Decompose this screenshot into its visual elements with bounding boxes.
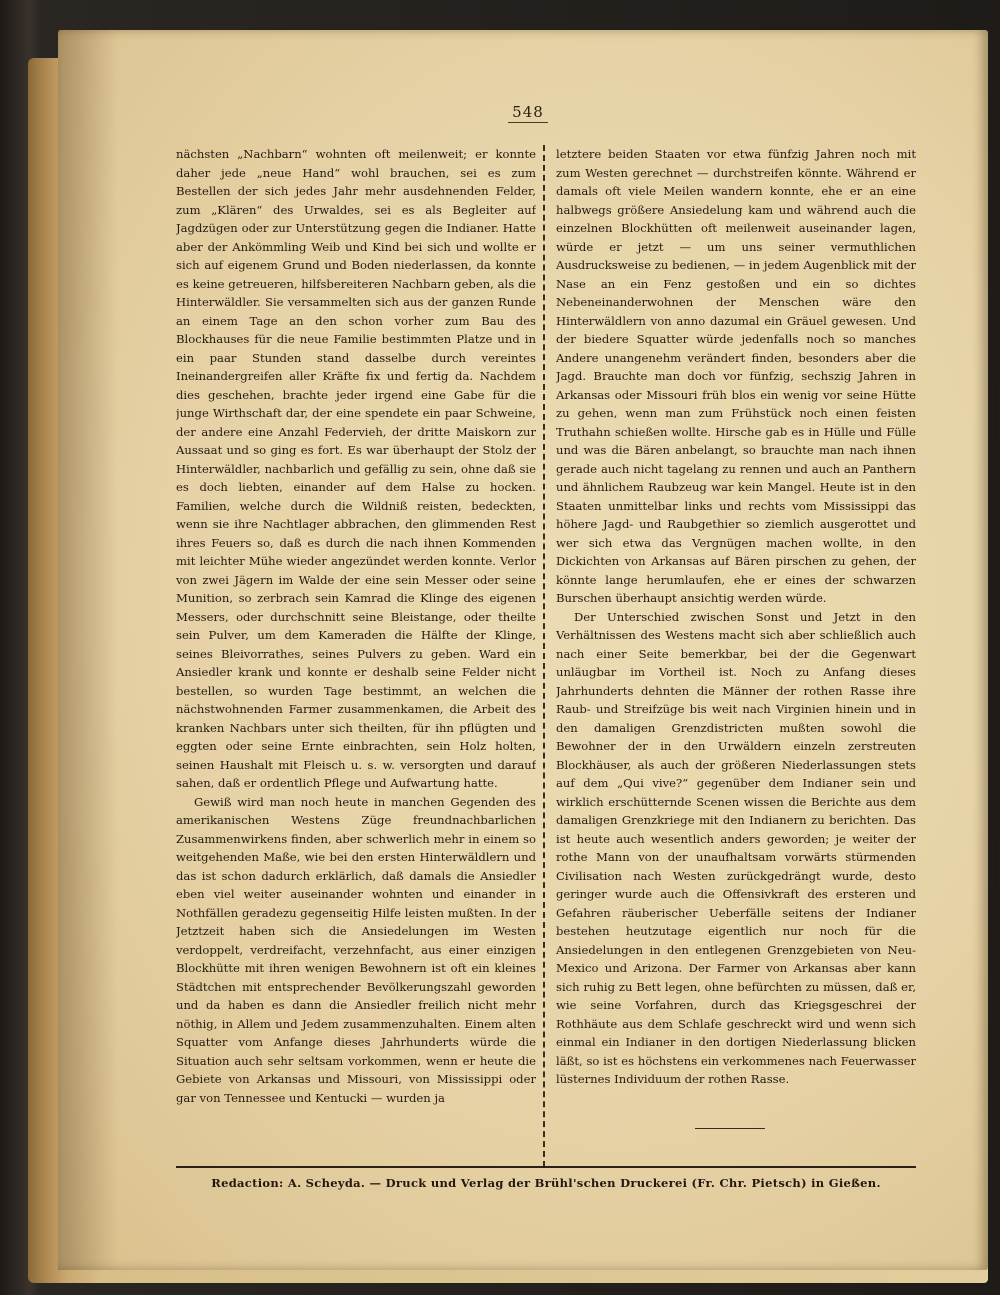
page-number: 548	[508, 103, 548, 123]
paragraph: Der Unterschied zwischen Sonst und Jetzt in den Verhältnissen des Westens macht sich aber schließlich auch nach einer Seite bemerkbar, bei der die Gegenwart unläugbar im Vortheil ist. Noch zu Anfang dieses Jahrhunderts dehnten die Männer der rothen Rasse ihre Raub- und Streifzüge bis weit nach Virginien hinein und in den damaligen Grenzdistricten mußten sowohl die Bewohner der in den Urwäldern einzeln zerstreuten Blockhäuser, als auch der größeren Niederlassungen stets auf dem „Qui vive?“ gegenüber dem Indianer sein und wirklich erschütternde Scenen wissen die Berichte aus dem damaligen Grenzkriege mit den Indianern zu berichten. Das ist heute auch wesentlich anders geworden; je weiter der rothe Mann von der unaufhaltsam vorwärts stürmenden Civilisation nach Westen zurückgedrängt wurde, desto geringer wurde auch die Offensivkraft des ersteren und Gefahren räuberischer Ueberfälle seitens der Indianer bestehen heutzutage eigentlich nur noch für die Ansiedelungen in den entlegenen Grenzgebieten von Neu-Mexico und Arizona. Der Farmer von Arkansas aber kann sich ruhig zu Bett legen, ohne befürchten zu müssen, daß er, wie seine Vorfahren, durch das Kriegsgeschrei der Rothhäute aus dem Schlafe geschreckt wird und wenn sich einmal ein Indianer in den dortigen Niederlassung blicken läßt, so ist es höchstens ein verkommenes nach Feuerwasser lüsternes Individuum der rothen Rasse.	[556, 609, 916, 1086]
imprint-line: Redaction: A. Scheyda. — Druck und Verlag der Brühl'schen Druckerei (Fr. Chr. Pietsch) in Gießen.	[211, 1176, 881, 1190]
paragraph: nächsten „Nachbarn“ wohnten oft meilenweit; er konnte daher jede „neue Hand“ wohl brauchen, sei es zum Bestellen der sich jedes Jahr mehr ausdehnenden Felder, zum „Klären“ des Urwaldes, sei es als Begleiter auf Jagdzügen oder zur Unterstützung gegen die Indianer. Hatte aber der Ankömmling Weib und Kind bei sich und wollte er sich auf eigenem Grund und Boden niederlassen, da konnte es keine getreueren, hilfsbereiteren Nachbarn geben, als die Hinterwäldler. Sie versammelten sich aus der ganzen Runde an einem Tage an den schon vorher zum Bau des Blockhauses für die neue Familie bestimmten Platze und in ein paar Stunden stand dasselbe durch vereintes Ineinandergreifen aller Kräfte fix und fertig da. Nachdem dies geschehen, brachte jeder irgend eine Gabe für die junge Wirthschaft dar, der eine spendete ein paar Schweine, der andere eine Anzahl Federvieh, der dritte Maiskorn zur Aussaat und so ging es fort. Es war überhaupt der Stolz der Hinterwäldler, nachbarlich und gefällig zu sein, ohne daß sie es doch liebten, einander auf dem Halse zu hocken. Familien, welche durch die Wildniß reisten, bedeckten, wenn sie ihre Nachtlager abbrachen, den glimmenden Rest ihres Feuers so, daß es durch die nach ihnen Kommenden mit leichter Mühe wieder angezündet werden konnte. Verlor von zwei Jägern im Walde der eine sein Messer oder seine Munition, so zerbrach sein Kamrad die Klinge des eigenen Messers, oder durchschnitt seine Bleistange, oder theilte sein Pulver, um dem Kameraden die Hälfte der Klinge, seines Bleivorrathes, seines Pulvers zu geben. Ward ein Ansiedler krank und konnte er deshalb seine Felder nicht bestellen, so wurden Tage bestimmt, an welchen die nächstwohnenden Farmer zusammenkamen, die Arbeit des kranken Nachbars unter sich theilten, für ihn pflügten und eggten oder seine Ernte einbrachten, sein Holz holten, seinen Haushalt mit Fleisch u. s. w. versorgten und darauf sahen, daß er ordentlich Pflege und Aufwartung hatte.	[176, 147, 536, 790]
right-column	[556, 145, 916, 1165]
end-of-article-rule	[695, 1128, 765, 1129]
left-column	[176, 145, 536, 1165]
page-edge-mark	[994, 380, 998, 440]
page-edge-mark	[994, 840, 998, 890]
page-gutter	[58, 30, 118, 1270]
footer-rule	[176, 1166, 916, 1168]
column-divider	[543, 145, 546, 1167]
paragraph: letztere beiden Staaten vor etwa fünfzig Jahren noch mit zum Westen gerechnet — durchstreifen könnte. Während er damals oft viele Meilen wandern konnte, ehe er an eine halbwegs größere Ansiedelung kam und während auch die einzelnen Blockhütten oft meilenweit auseinander lagen, würde er jetzt — um uns seiner vermuthlichen Ausdrucksweise zu bedienen, — in jedem Augenblick mit der Nase an ein Fenz gestoßen und ein so dichtes Nebeneinanderwohnen der Menschen wäre den Hinterwäldlern von anno dazumal ein Gräuel gewesen. Und der biedere Squatter würde jedenfalls noch so manches Andere unangenehm verändert finden, besonders aber die Jagd. Brauchte man doch vor fünfzig, sechszig Jahren in Arkansas oder Missouri früh blos ein wenig vor seine Hütte zu gehen, wenn man zum Frühstück noch einen feisten Truthahn schießen wollte. Hirsche gab es in Hülle und Fülle und was die Bären anbelangt, so brauchte man nach ihnen gerade auch nicht tagelang zu rennen und auch an Panthern und ähnlichem Raubzeug war kein Mangel. Heute ist in den Staaten unmittelbar links und rechts vom Mississippi das höhere Jagd- und Raubgethier so ziemlich ausgerottet und wer sich etwa das Vergnügen machen wollte, in den Dickichten von Arkansas auf Bären pirschen zu gehen, der könnte lange herumlaufen, ehe er eines der schwarzen Burschen überhaupt ansichtig werden würde.	[556, 147, 916, 605]
paragraph: Gewiß wird man noch heute in manchen Gegenden des amerikanischen Westens Züge freundnachbarlichen Zusammenwirkens finden, aber schwerlich mehr in einem so weitgehenden Maße, wie bei den ersten Hinterwäldlern und das ist schon dadurch erklärlich, daß damals die Ansiedler eben viel weiter auseinander wohnten und einander in Nothfällen geradezu gegenseitig Hilfe leisten mußten. In der Jetztzeit haben sich die Ansiedelungen im Westen verdoppelt, verdreifacht, verzehnfacht, aus einer einzigen Blockhütte mit ihren wenigen Bewohnern ist oft ein kleines Städtchen mit entsprechender Bevölkerungszahl geworden und da haben es dann die Ansiedler freilich nicht mehr nöthig, in Allem und Jedem zusammenzuhalten. Einem alten Squatter vom Anfange dieses Jahrhunderts würde die Situation auch sehr seltsam vorkommen, wenn er heute die Gebiete von Arkansas und Missouri, von Mississippi oder gar von Tennessee und Kentucki — wurden ja	[176, 794, 536, 1105]
